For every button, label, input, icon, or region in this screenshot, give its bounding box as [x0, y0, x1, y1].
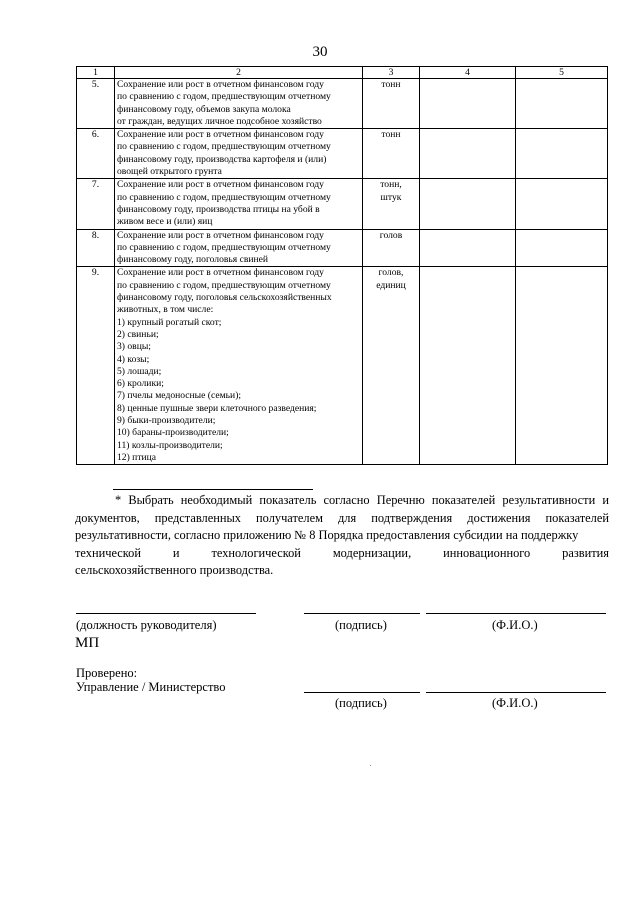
row-number: 7. [77, 179, 115, 229]
unit-line: тонн [381, 79, 401, 90]
unit-line: штук [380, 191, 402, 203]
description-line: Сохранение или рост в отчетном финансовом году [117, 179, 324, 191]
empty-cell-col5 [516, 267, 608, 465]
table-row [77, 179, 608, 229]
description-line: Сохранение или рост в отчетном финансовом году [117, 267, 324, 279]
column-header: 2 [115, 67, 363, 79]
description-line: 12) птица [117, 451, 157, 463]
signature-line-2 [304, 692, 420, 693]
description-line: по сравнению с годом, предшествующим отчетному [117, 141, 331, 153]
fio-label-2: (Ф.И.О.) [492, 696, 538, 710]
description-line: 5) лошади; [117, 365, 162, 377]
page-number: 30 [312, 44, 328, 60]
table-row [77, 229, 608, 267]
indicators-table [76, 66, 608, 465]
description-line: Сохранение или рост в отчетном финансовом году [117, 129, 324, 141]
table-row [77, 267, 608, 465]
position-line [76, 613, 256, 614]
description-line: от граждан, ведущих личное подсобное хозяйство [117, 115, 322, 127]
empty-cell-col4 [420, 129, 516, 179]
description-line: по сравнению с годом, предшествующим отчетному [117, 241, 331, 253]
unit-line: единиц [376, 279, 406, 291]
row-number: 5. [77, 79, 115, 129]
description-line: животных, в том числе: [117, 304, 214, 316]
stamp-placeholder: МП [75, 635, 100, 651]
column-header: 3 [363, 67, 420, 79]
footnote [75, 492, 609, 580]
empty-cell-col4 [420, 267, 516, 465]
fio-line-2 [426, 692, 606, 693]
fio-label: (Ф.И.О.) [492, 618, 538, 632]
description-line: финансовому году, объемов закупа молока [117, 103, 291, 115]
scan-speck [370, 765, 371, 766]
footnote-text: * Выбрать необходимый показатель согласно Перечню показателей результативности и документов, представленных получателем для подтверждения достижения показателей результативности, согласно приложению № 8 Порядка предоставления субсидии на поддержку [75, 493, 609, 542]
fio-line [426, 613, 606, 614]
indicator-description [115, 79, 363, 129]
column-header: 5 [516, 67, 608, 79]
description-line: 8) ценные пушные звери клеточного разведения; [117, 402, 317, 414]
description-line: финансовому году, поголовья свиней [117, 254, 269, 266]
description-line: 10) бараны-производители; [117, 427, 229, 439]
table-row [77, 79, 608, 129]
description-line: Сохранение или рост в отчетном финансовом году [117, 229, 324, 241]
empty-cell-col5 [516, 179, 608, 229]
description-line: 11) козлы-производители; [117, 439, 223, 451]
indicator-description [115, 179, 363, 229]
description-line: 4) козы; [117, 353, 150, 365]
position-label: (должность руководителя) [76, 618, 217, 632]
unit-of-measure [363, 79, 420, 129]
description-line: Сохранение или рост в отчетном финансовом году [117, 79, 324, 90]
row-number: 8. [77, 229, 115, 267]
description-line: по сравнению с годом, предшествующим отчетному [117, 279, 331, 291]
row-number: 9. [77, 267, 115, 465]
unit-line: голов [379, 229, 403, 241]
table-row [77, 129, 608, 179]
description-line: финансовому году, поголовья сельскохозяйственных [117, 292, 332, 304]
unit-line: голов, [378, 267, 404, 279]
table-header-row [77, 67, 608, 79]
unit-of-measure [363, 129, 420, 179]
empty-cell-col4 [420, 229, 516, 267]
signature-line [304, 613, 420, 614]
column-header: 4 [420, 67, 516, 79]
unit-line: тонн, [380, 179, 402, 191]
description-line: 2) свиньи; [117, 328, 159, 340]
description-line: 1) крупный рогатый скот; [117, 316, 222, 328]
empty-cell-col4 [420, 79, 516, 129]
description-line: овощей открытого грунта [117, 166, 222, 178]
empty-cell-col5 [516, 229, 608, 267]
description-line: финансовому году, производства картофеля и (или) [117, 153, 327, 165]
description-line: 3) овцы; [117, 341, 151, 353]
department-label: Управление / Министерство [76, 680, 226, 694]
empty-cell-col5 [516, 129, 608, 179]
unit-of-measure [363, 179, 420, 229]
footnote-tail: сельскохозяйственного производства. [75, 563, 274, 577]
empty-cell-col5 [516, 79, 608, 129]
indicator-description [115, 267, 363, 465]
description-line: живом весе и (или) яиц [117, 216, 213, 228]
description-line: финансовому году, производства птицы на убой в [117, 203, 320, 215]
empty-cell-col4 [420, 179, 516, 229]
unit-of-measure [363, 229, 420, 267]
footnote-separator [113, 489, 313, 490]
unit-line: тонн [381, 129, 401, 141]
description-line: 7) пчелы медоносные (семьи); [117, 390, 242, 402]
unit-of-measure [363, 267, 420, 465]
description-line: 9) быки-производители; [117, 415, 216, 427]
indicator-description [115, 229, 363, 267]
description-line: по сравнению с годом, предшествующим отчетному [117, 91, 331, 103]
signature-label-2: (подпись) [335, 696, 387, 710]
row-number: 6. [77, 129, 115, 179]
description-line: по сравнению с годом, предшествующим отчетному [117, 191, 331, 203]
column-header: 1 [77, 67, 115, 79]
footnote-justified-line: технической и технологической модернизации, инновационного развития [75, 545, 609, 560]
verified-label: Проверено: [76, 666, 138, 680]
signature-label: (подпись) [335, 618, 387, 632]
description-line: 6) кролики; [117, 378, 164, 390]
indicator-description [115, 129, 363, 179]
